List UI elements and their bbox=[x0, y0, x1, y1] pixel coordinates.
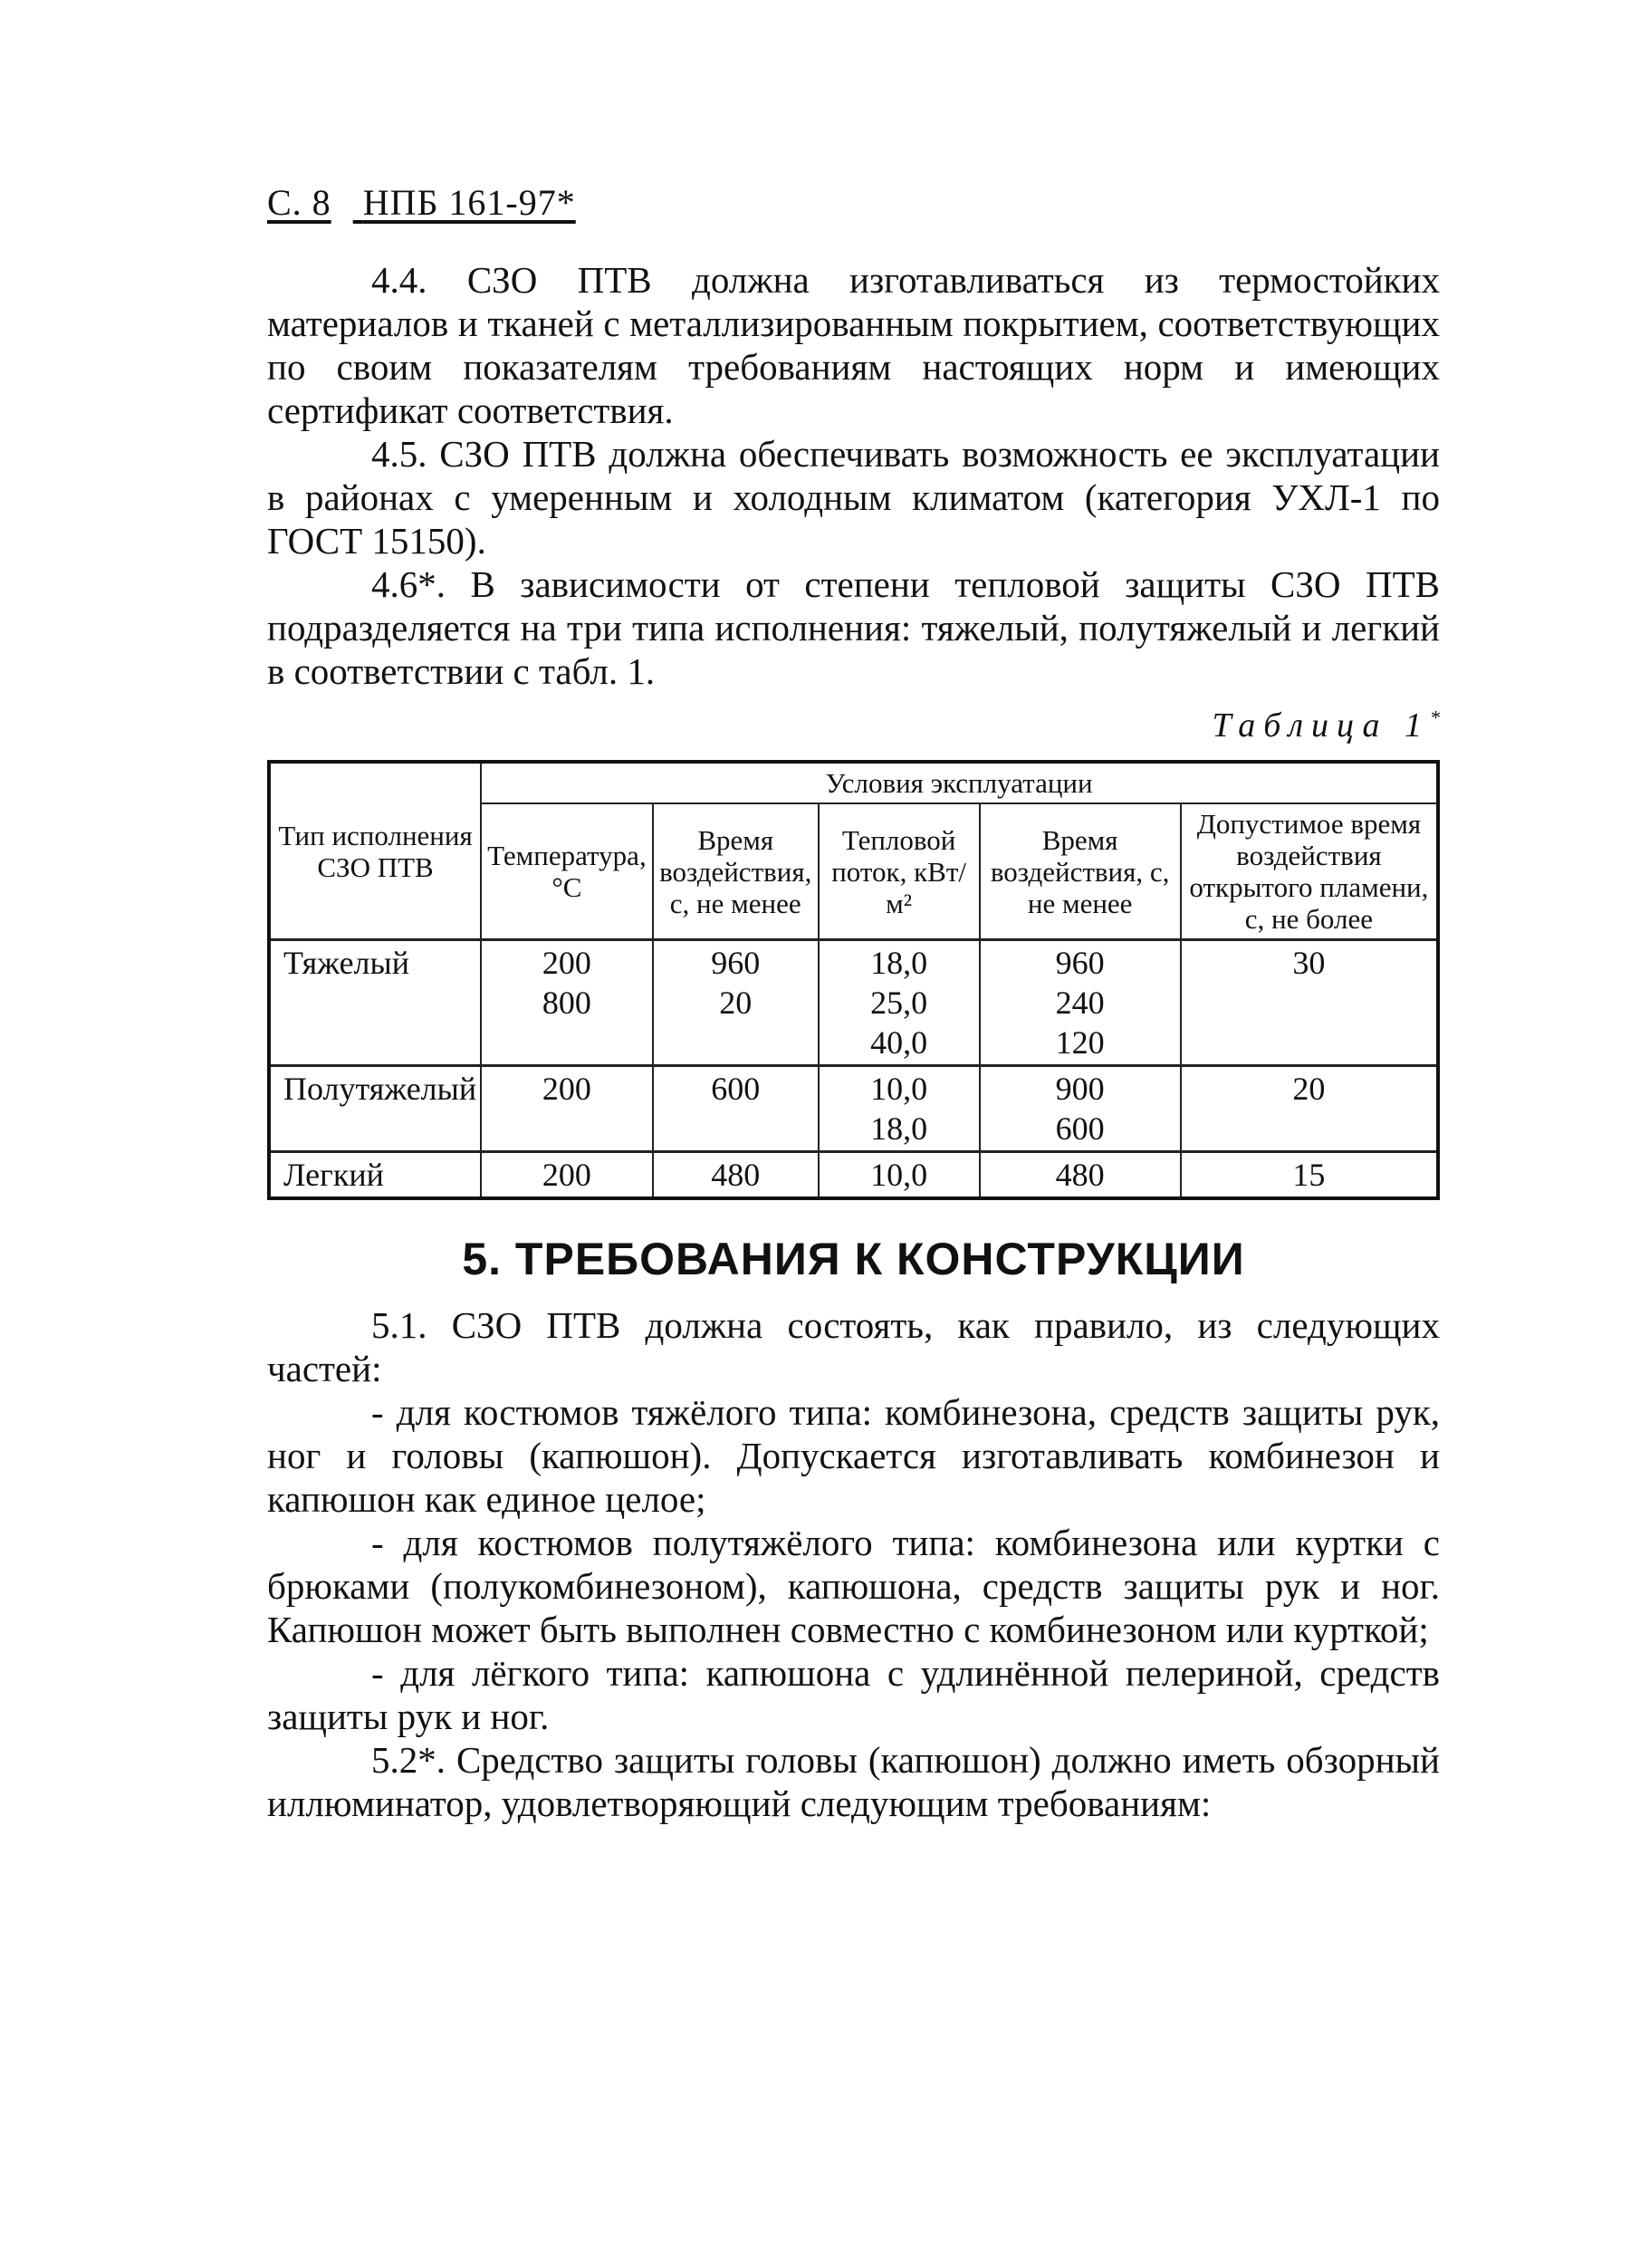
cell-value: 960 bbox=[711, 945, 761, 981]
cell-time1 bbox=[653, 1152, 819, 1199]
cell-type: Тяжелый bbox=[269, 940, 481, 1066]
cell-value: 480 bbox=[1055, 1157, 1105, 1193]
cell-value: 800 bbox=[542, 985, 591, 1021]
cell-value: 20 bbox=[719, 985, 753, 1021]
paragraph-4-5: 4.5. СЗО ПТВ должна обеспечивать возможность ее эксплуатации в районах с умеренным и холодным климатом (категория УХЛ-1 по ГОСТ 15150). bbox=[267, 433, 1440, 562]
running-header bbox=[267, 181, 1440, 224]
cell-value: 25,0 bbox=[870, 985, 928, 1021]
cell-flux bbox=[819, 940, 980, 1066]
cell-temp bbox=[481, 1152, 653, 1199]
table-caption-mark: * bbox=[1430, 706, 1440, 729]
cell-flame: 20 bbox=[1181, 1066, 1438, 1152]
cell-time2 bbox=[980, 1152, 1181, 1199]
cell-value: 200 bbox=[542, 1071, 591, 1107]
cell-flame: 15 bbox=[1181, 1152, 1438, 1199]
paragraph-4-6: 4.6*. В зависимости от степени тепловой защиты СЗО ПТВ подразделяется на три типа исполнения: тяжелый, полутяжелый и легкий в соответствии с табл. 1. bbox=[267, 563, 1440, 692]
cell-time2 bbox=[980, 1066, 1181, 1152]
header-temperature: Температура, °С bbox=[481, 803, 653, 940]
cell-temp bbox=[481, 940, 653, 1066]
table-caption bbox=[267, 706, 1440, 745]
cell-flux bbox=[819, 1066, 980, 1152]
table-body bbox=[269, 940, 1438, 1199]
cell-time1 bbox=[653, 940, 819, 1066]
cell-value: 40,0 bbox=[870, 1024, 928, 1061]
cell-value: 600 bbox=[1055, 1110, 1105, 1147]
table-row bbox=[269, 1152, 1438, 1199]
list-item-semi-heavy: - для костюмов полутяжёлого типа: комбинезона или куртки с брюками (полукомбинезоном), капюшона, средств защиты рук и ног. Капюшон может быть выполнен совместно с комбинезоном или курткой; bbox=[267, 1522, 1440, 1650]
cell-value: 10,0 bbox=[870, 1071, 928, 1107]
cell-value: 120 bbox=[1055, 1024, 1105, 1061]
table-caption-text: Таблица 1 bbox=[1212, 706, 1430, 745]
document-code: НПБ 161-97* bbox=[362, 182, 576, 223]
paragraph-4-4: 4.4. СЗО ПТВ должна изготавливаться из термостойких материалов и тканей с металлизированным покрытием, соответствующих по своим показателям требованиям настоящих норм и имеющих сертификат соответствия. bbox=[267, 259, 1440, 431]
cell-temp bbox=[481, 1066, 653, 1152]
header-exposure-time-1: Время воздействия, с, не менее bbox=[653, 803, 819, 940]
header-exposure-time-2: Время воздействия, с, не менее bbox=[980, 803, 1181, 940]
cell-type: Легкий bbox=[269, 1152, 481, 1199]
cell-flame: 30 bbox=[1181, 940, 1438, 1066]
cell-time2 bbox=[980, 940, 1181, 1066]
header-type: Тип исполнения СЗО ПТВ bbox=[269, 762, 481, 940]
cell-value: 10,0 bbox=[870, 1157, 928, 1193]
list-item-heavy: - для костюмов тяжёлого типа: комбинезона, средств защиты рук, ног и головы (капюшон). Допускается изготавливать комбинезон и капюшон как единое целое; bbox=[267, 1391, 1440, 1520]
header-heat-flux: Тепловой поток, кВт/м² bbox=[819, 803, 980, 940]
header-flame-time: Допустимое время воздействия открытого пламени, с, не более bbox=[1181, 803, 1438, 940]
section-title: 5. ТРЕБОВАНИЯ К КОНСТРУКЦИИ bbox=[462, 1234, 1245, 1284]
cell-value: 960 bbox=[1055, 945, 1105, 981]
table-row bbox=[269, 940, 1438, 1066]
document-page bbox=[267, 181, 1440, 1825]
paragraph-5-1: 5.1. СЗО ПТВ должна состоять, как правило, из следующих частей: bbox=[267, 1304, 1440, 1389]
cell-flux bbox=[819, 1152, 980, 1199]
cell-value: 480 bbox=[711, 1157, 761, 1193]
list-item-light: - для лёгкого типа: капюшона с удлинённой пелериной, средств защиты рук и ног. bbox=[267, 1652, 1440, 1737]
cell-type: Полутяжелый bbox=[269, 1066, 481, 1152]
cell-value: 200 bbox=[542, 945, 591, 981]
table-row bbox=[269, 1066, 1438, 1152]
cell-value: 900 bbox=[1055, 1071, 1105, 1107]
cell-value: 240 bbox=[1055, 985, 1105, 1021]
cell-value: 600 bbox=[711, 1071, 761, 1107]
paragraph-5-2: 5.2*. Средство защиты головы (капюшон) должно иметь обзорный иллюминатор, удовлетворяющий следующим требованиям: bbox=[267, 1739, 1440, 1824]
cell-value: 18,0 bbox=[870, 945, 928, 981]
cell-value: 200 bbox=[542, 1157, 591, 1193]
header-group: Условия эксплуатации bbox=[481, 762, 1438, 803]
cell-time1 bbox=[653, 1066, 819, 1152]
page-number: С. 8 bbox=[267, 182, 331, 223]
cell-value: 18,0 bbox=[870, 1110, 928, 1147]
operating-conditions-table bbox=[267, 760, 1440, 1200]
